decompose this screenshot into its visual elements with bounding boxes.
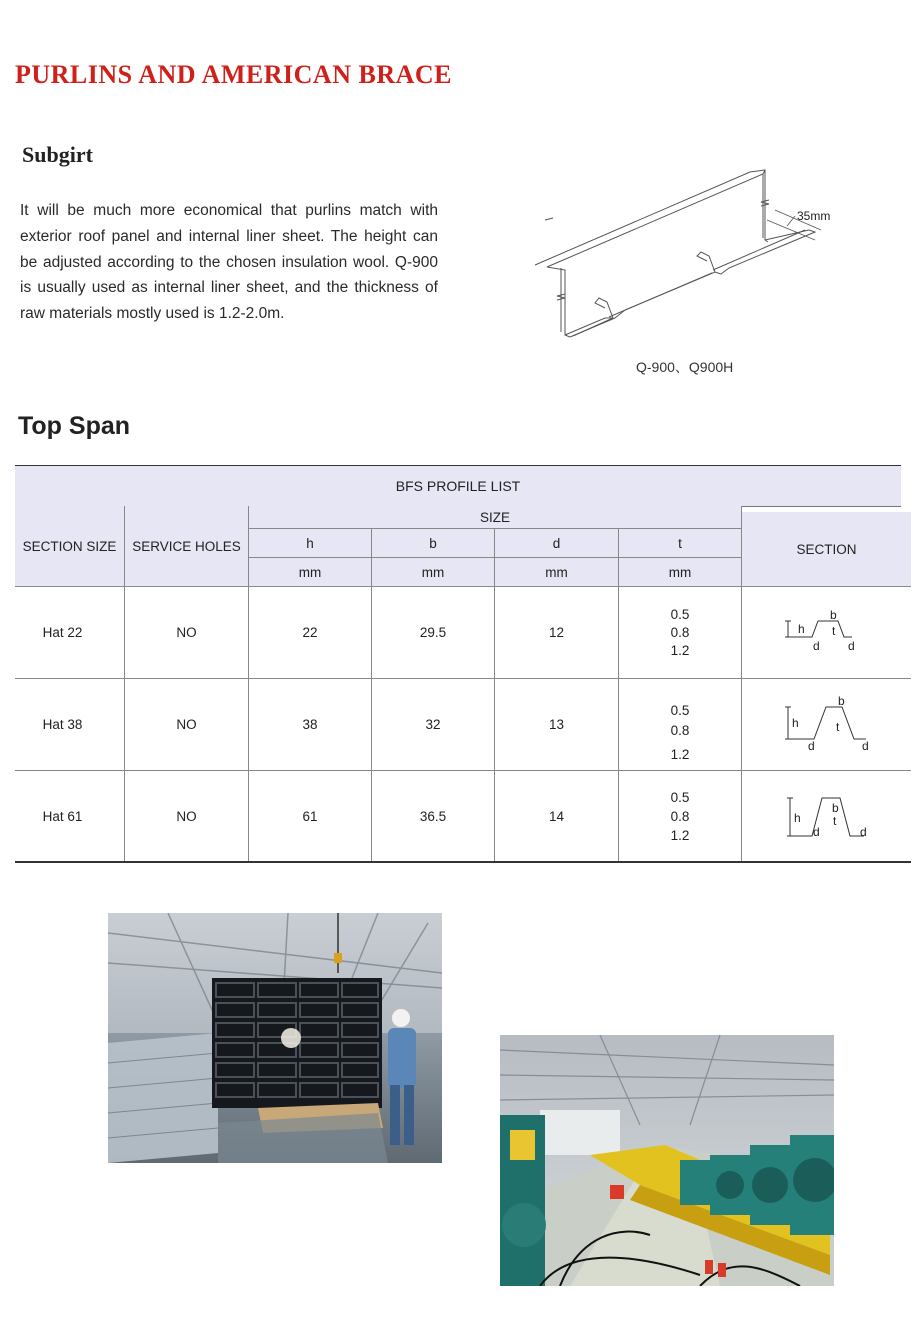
header-b-unit: mm bbox=[372, 558, 494, 586]
row-1-name: Hat 22 bbox=[42, 625, 83, 640]
svg-text:h: h bbox=[792, 716, 799, 730]
row-3-b: 36.5 bbox=[419, 808, 447, 824]
row-3-section-drawing bbox=[780, 792, 880, 852]
row-1-b: 29.5 bbox=[419, 625, 447, 640]
header-t: t bbox=[619, 529, 741, 557]
header-service-holes: SERVICE HOLES bbox=[125, 506, 248, 586]
svg-text:t: t bbox=[836, 720, 840, 734]
svg-text:b: b bbox=[830, 608, 837, 622]
svg-text:d: d bbox=[862, 739, 869, 753]
row-2-b: 32 bbox=[425, 717, 441, 732]
table-title: BFS PROFILE LIST bbox=[15, 465, 901, 507]
svg-text:b: b bbox=[838, 694, 845, 708]
row-1-d: 12 bbox=[548, 625, 565, 640]
row-1-t-2: 0.8 bbox=[670, 625, 690, 640]
header-section: SECTION bbox=[742, 512, 911, 586]
svg-text:d: d bbox=[808, 739, 815, 753]
row-3-h: 61 bbox=[302, 808, 318, 824]
row-1-t-3: 1.2 bbox=[670, 643, 690, 658]
subgirt-heading: Subgirt bbox=[22, 142, 93, 167]
purlins-stack-photo bbox=[108, 913, 442, 1163]
header-h-unit: mm bbox=[249, 558, 371, 586]
svg-text:d: d bbox=[813, 639, 820, 653]
subgirt-profile-drawing bbox=[525, 160, 855, 350]
svg-text:b: b bbox=[832, 801, 839, 815]
header-section-size: SECTION SIZE bbox=[15, 506, 124, 586]
svg-text:h: h bbox=[798, 622, 805, 636]
row-2-t-3: 1.2 bbox=[670, 747, 690, 762]
header-d: d bbox=[495, 529, 618, 557]
row-1-holes: NO bbox=[176, 625, 197, 640]
row-1-h: 22 bbox=[302, 625, 318, 640]
row-2-d: 13 bbox=[548, 717, 565, 732]
page-title: PURLINS AND AMERICAN BRACE bbox=[15, 60, 452, 89]
svg-text:t: t bbox=[833, 814, 837, 828]
subgirt-description: It will be much more economical that purlins match with exterior roof panel and internal liner sheet. The height can be adjusted according to the chosen insulation wool. Q-900 is usually used as internal liner sheet, and the thickness of raw materials mostly used is 1.2-2.0m. bbox=[20, 202, 438, 323]
row-1-t-1: 0.5 bbox=[670, 607, 690, 622]
row-1-section-drawing bbox=[780, 605, 870, 655]
row-3-d: 14 bbox=[548, 808, 565, 824]
row-2-name: Hat 38 bbox=[42, 717, 83, 732]
drawing-caption: Q-900、Q900H bbox=[636, 359, 734, 375]
svg-text:d: d bbox=[848, 639, 855, 653]
header-d-unit: mm bbox=[495, 558, 618, 586]
row-2-holes: NO bbox=[176, 717, 197, 732]
header-size: SIZE bbox=[249, 506, 741, 528]
row-3-t-1: 0.5 bbox=[670, 790, 690, 805]
row-2-t-2: 0.8 bbox=[670, 723, 690, 738]
row-2-t-1: 0.5 bbox=[670, 703, 690, 718]
row-3-holes: NO bbox=[176, 808, 197, 824]
svg-text:d: d bbox=[860, 825, 867, 839]
header-b: b bbox=[372, 529, 494, 557]
row-2-h: 38 bbox=[302, 717, 318, 732]
row-3-t-3: 1.2 bbox=[670, 828, 690, 843]
header-t-unit: mm bbox=[619, 558, 741, 586]
dimension-label: 35mm bbox=[797, 209, 831, 223]
top-span-heading: Top Span bbox=[18, 412, 131, 440]
svg-text:d: d bbox=[813, 825, 820, 839]
production-line-photo bbox=[500, 1035, 834, 1286]
svg-text:t: t bbox=[832, 624, 836, 638]
row-3-t-2: 0.8 bbox=[670, 809, 690, 824]
header-h: h bbox=[249, 529, 371, 557]
svg-text:h: h bbox=[794, 811, 801, 825]
row-2-section-drawing bbox=[780, 693, 880, 757]
row-3-name: Hat 61 bbox=[42, 808, 83, 824]
